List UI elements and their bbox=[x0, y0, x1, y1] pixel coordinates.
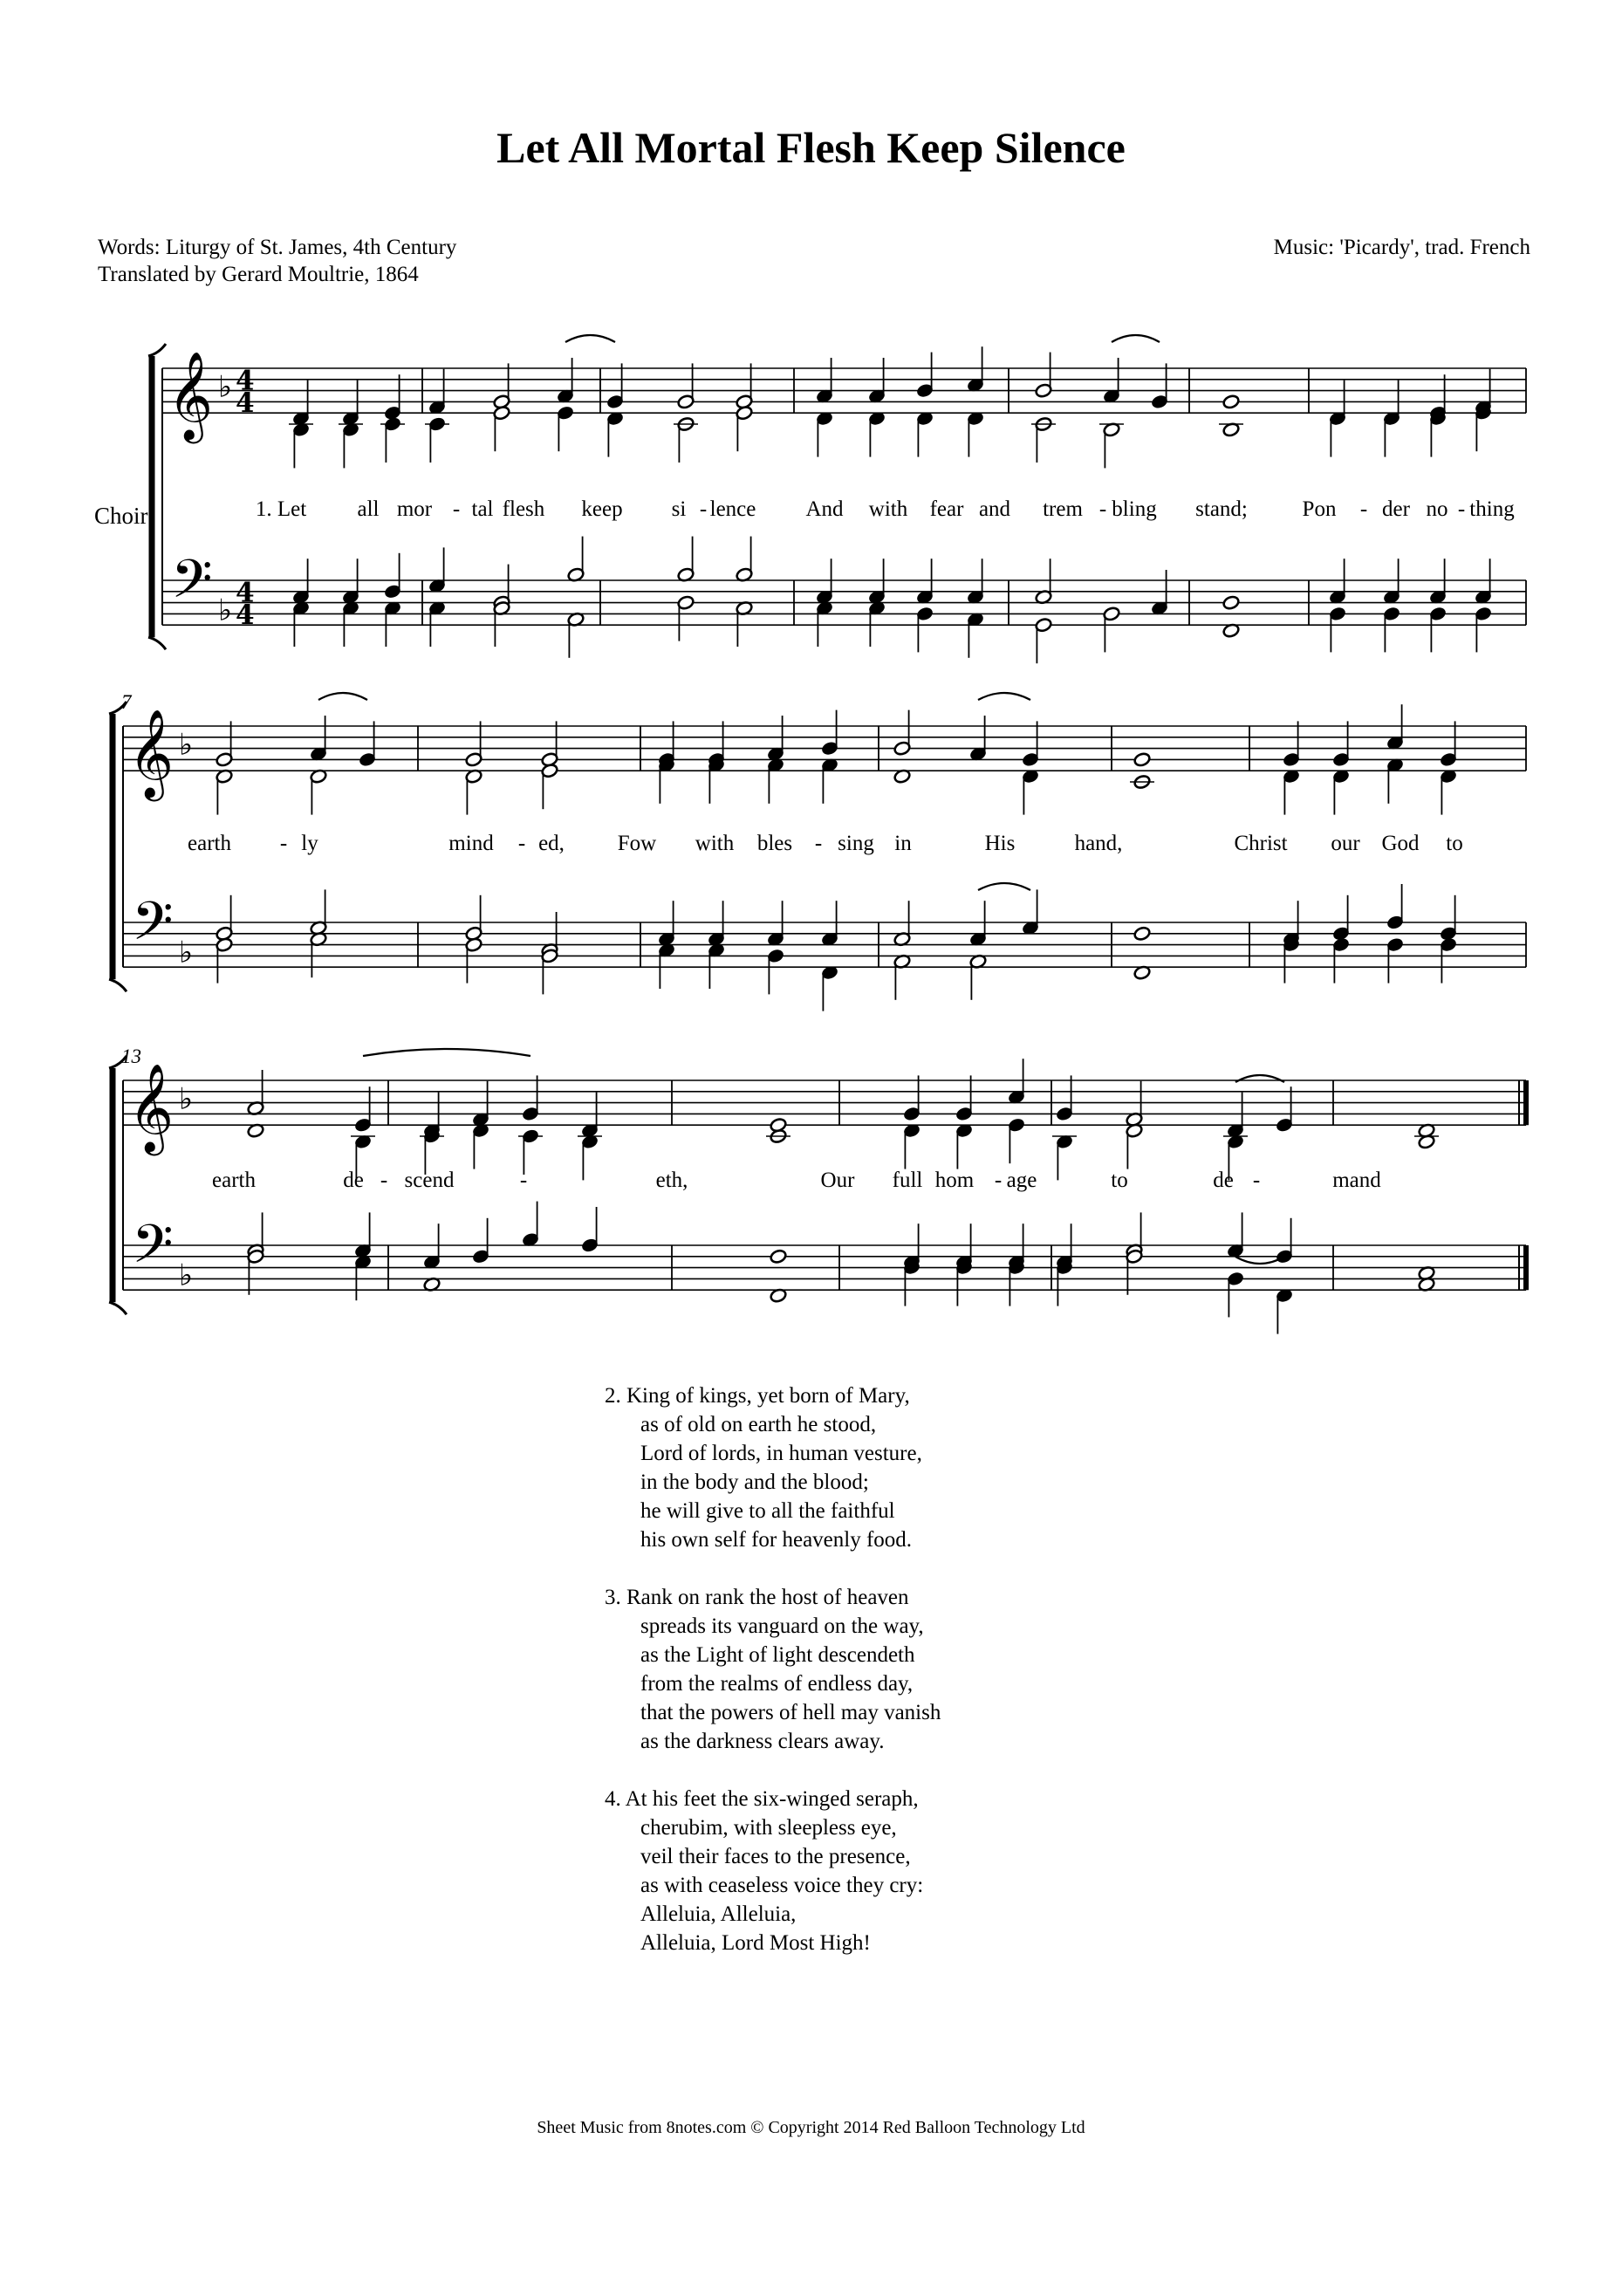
lyric-syllable: mor bbox=[396, 497, 433, 521]
verse-line: from the realms of endless day, bbox=[640, 1672, 914, 1696]
lyric-syllable: ly bbox=[301, 832, 318, 855]
flat-sign: ♭ bbox=[179, 935, 194, 970]
lyric-syllable: fear bbox=[929, 497, 964, 521]
lyric-syllable: - bbox=[517, 832, 526, 855]
verse-line: Lord of lords, in human vesture, bbox=[640, 1442, 922, 1465]
verse-line: as with ceaseless voice they cry: bbox=[640, 1874, 924, 1897]
note-head bbox=[1222, 394, 1241, 409]
lyric-syllable: Christ bbox=[1234, 832, 1288, 855]
bass-clef: 𝄢 bbox=[132, 1213, 174, 1289]
words-line: Words: Liturgy of St. James, 4th Century bbox=[98, 236, 457, 259]
flat-sign: ♭ bbox=[179, 727, 194, 763]
lyric-syllable: flesh bbox=[502, 497, 545, 521]
note-head bbox=[1133, 751, 1152, 767]
flat-sign: ♭ bbox=[179, 1081, 194, 1117]
lyric-syllable: - bbox=[814, 832, 823, 855]
lyric-syllable: lence bbox=[709, 497, 756, 521]
verse-line: 2. King of kings, yet born of Mary, bbox=[605, 1384, 910, 1408]
lyric-syllable: tal bbox=[471, 497, 494, 521]
slur bbox=[318, 693, 367, 700]
lyric-syllable: God bbox=[1381, 832, 1420, 855]
lyric-syllable: And bbox=[805, 497, 844, 521]
lyric-syllable: - bbox=[1359, 497, 1368, 521]
lyric-syllable: earth bbox=[188, 832, 231, 855]
lyric-syllable: with bbox=[695, 832, 735, 855]
verses-block bbox=[605, 1381, 941, 1986]
slur bbox=[1112, 335, 1160, 342]
time-sig-top: 4 bbox=[236, 577, 255, 609]
lyric-syllable: all bbox=[357, 497, 380, 521]
verse-2 bbox=[605, 1381, 941, 1554]
lyric-syllable: - bbox=[1252, 1169, 1261, 1192]
bass-clef: 𝄢 bbox=[132, 890, 174, 966]
lyric-syllable: sing bbox=[838, 832, 874, 855]
note-head bbox=[1133, 926, 1152, 942]
lyric-syllable: bling bbox=[1112, 497, 1157, 521]
page-title: Let All Mortal Flesh Keep Silence bbox=[496, 123, 1126, 172]
verse-4 bbox=[605, 1785, 941, 1957]
verse-line: 3. Rank on rank the host of heaven bbox=[605, 1586, 909, 1609]
lyric-syllable: to bbox=[1446, 832, 1463, 855]
lyric-syllable: mand bbox=[1332, 1169, 1381, 1192]
lyric-syllable: eth, bbox=[655, 1169, 688, 1192]
lyric-syllable: age bbox=[1006, 1169, 1037, 1192]
lyric-syllable: - bbox=[452, 497, 461, 521]
lyric-syllable: hand, bbox=[1074, 832, 1123, 855]
verse-line: 4. At his feet the six-winged seraph, bbox=[605, 1787, 919, 1811]
lyric-syllable: Pon bbox=[1302, 497, 1337, 521]
lyric-syllable: - bbox=[1457, 497, 1466, 521]
lyric-syllable: His bbox=[984, 832, 1016, 855]
lyric-syllable: in bbox=[894, 832, 912, 855]
lyric-syllable: - bbox=[519, 1169, 528, 1192]
verse-line: he will give to all the faithful bbox=[640, 1499, 895, 1523]
lyric-syllable: our bbox=[1331, 832, 1360, 855]
slur bbox=[978, 693, 1030, 700]
lyric-syllable: bles bbox=[756, 832, 793, 855]
verse-line: Alleluia, Alleluia, bbox=[640, 1902, 797, 1926]
lyric-syllable: hom bbox=[934, 1169, 975, 1192]
verse-line: as the darkness clears away. bbox=[640, 1730, 885, 1753]
treble-clef: 𝄞 bbox=[128, 708, 175, 798]
verse-3 bbox=[605, 1583, 941, 1756]
lyric-syllable: Our bbox=[820, 1169, 855, 1192]
lyric-syllable: and bbox=[978, 497, 1011, 521]
instrument-label: Choir bbox=[94, 503, 148, 529]
music-credit: Music: 'Picardy', trad. French bbox=[1273, 236, 1530, 259]
lyric-syllable: Fow bbox=[617, 832, 657, 855]
lyric-syllable: - bbox=[279, 832, 288, 855]
lyric-syllable: - bbox=[1098, 497, 1107, 521]
bracket-hook bbox=[109, 979, 127, 991]
lyric-syllable: de bbox=[343, 1169, 364, 1192]
time-sig-bottom: 4 bbox=[236, 387, 255, 420]
lyric-syllable: stand; bbox=[1195, 497, 1248, 521]
verse-line: veil their faces to the presence, bbox=[640, 1845, 911, 1868]
verse-line: in the body and the blood; bbox=[640, 1470, 869, 1494]
lyric-syllable: - bbox=[380, 1169, 388, 1192]
lyric-syllable: ed, bbox=[538, 832, 565, 855]
lyric-syllable: der bbox=[1382, 497, 1410, 521]
time-sig-top: 4 bbox=[236, 365, 255, 397]
verse-line: spreads its vanguard on the way, bbox=[640, 1614, 924, 1638]
lyric-syllable: thing bbox=[1469, 497, 1515, 521]
measure-number: 7 bbox=[121, 691, 132, 713]
verse-line: his own self for heavenly food. bbox=[640, 1528, 913, 1552]
lyric-syllable: full bbox=[892, 1169, 923, 1192]
lyric-syllable: scend bbox=[404, 1169, 455, 1192]
translation-line: Translated by Gerard Moultrie, 1864 bbox=[98, 263, 419, 286]
lyric-syllable: - bbox=[994, 1169, 1003, 1192]
slur bbox=[363, 1049, 530, 1056]
lyric-syllable: 1. Let bbox=[255, 497, 307, 521]
copyright-footer: Sheet Music from 8notes.com © Copyright 2014 Red Balloon Technology Ltd bbox=[537, 2118, 1085, 2137]
bracket-hook bbox=[148, 344, 166, 356]
verse-line: Alleluia, Lord Most High! bbox=[640, 1931, 871, 1955]
lyric-syllable: trem bbox=[1043, 497, 1083, 521]
treble-clef: 𝄞 bbox=[128, 1062, 175, 1153]
bracket-hook bbox=[109, 1302, 127, 1314]
lyric-syllable: mind bbox=[448, 832, 494, 855]
measure-number: 13 bbox=[121, 1045, 141, 1067]
verse-line: that the powers of hell may vanish bbox=[640, 1701, 941, 1724]
lyric-syllable: with bbox=[868, 497, 908, 521]
bracket-hook bbox=[148, 637, 166, 649]
lyric-syllable: - bbox=[699, 497, 708, 521]
slur bbox=[565, 335, 615, 342]
flat-sign: ♭ bbox=[179, 1258, 194, 1293]
time-sig-bottom: 4 bbox=[236, 600, 255, 632]
treble-clef: 𝄞 bbox=[168, 350, 214, 441]
lyric-syllable: earth bbox=[212, 1169, 256, 1192]
lyric-syllable: no bbox=[1426, 497, 1448, 521]
bass-clef: 𝄢 bbox=[171, 548, 213, 624]
note-head bbox=[770, 1117, 788, 1133]
verse-line: as the Light of light descendeth bbox=[640, 1643, 915, 1667]
lyric-syllable: de bbox=[1213, 1169, 1234, 1192]
lyric-syllable: to bbox=[1111, 1169, 1128, 1192]
flat-sign: ♭ bbox=[218, 369, 233, 405]
flat-sign: ♭ bbox=[218, 593, 233, 628]
slur bbox=[978, 883, 1030, 890]
lyric-syllable: si bbox=[671, 497, 687, 521]
note-head bbox=[770, 1249, 788, 1265]
verse-line: cherubim, with sleepless eye, bbox=[640, 1816, 897, 1840]
slur bbox=[1235, 1075, 1284, 1082]
note-head bbox=[1222, 595, 1241, 611]
lyric-syllable: keep bbox=[581, 497, 623, 521]
verse-line: as of old on earth he stood, bbox=[640, 1413, 877, 1436]
